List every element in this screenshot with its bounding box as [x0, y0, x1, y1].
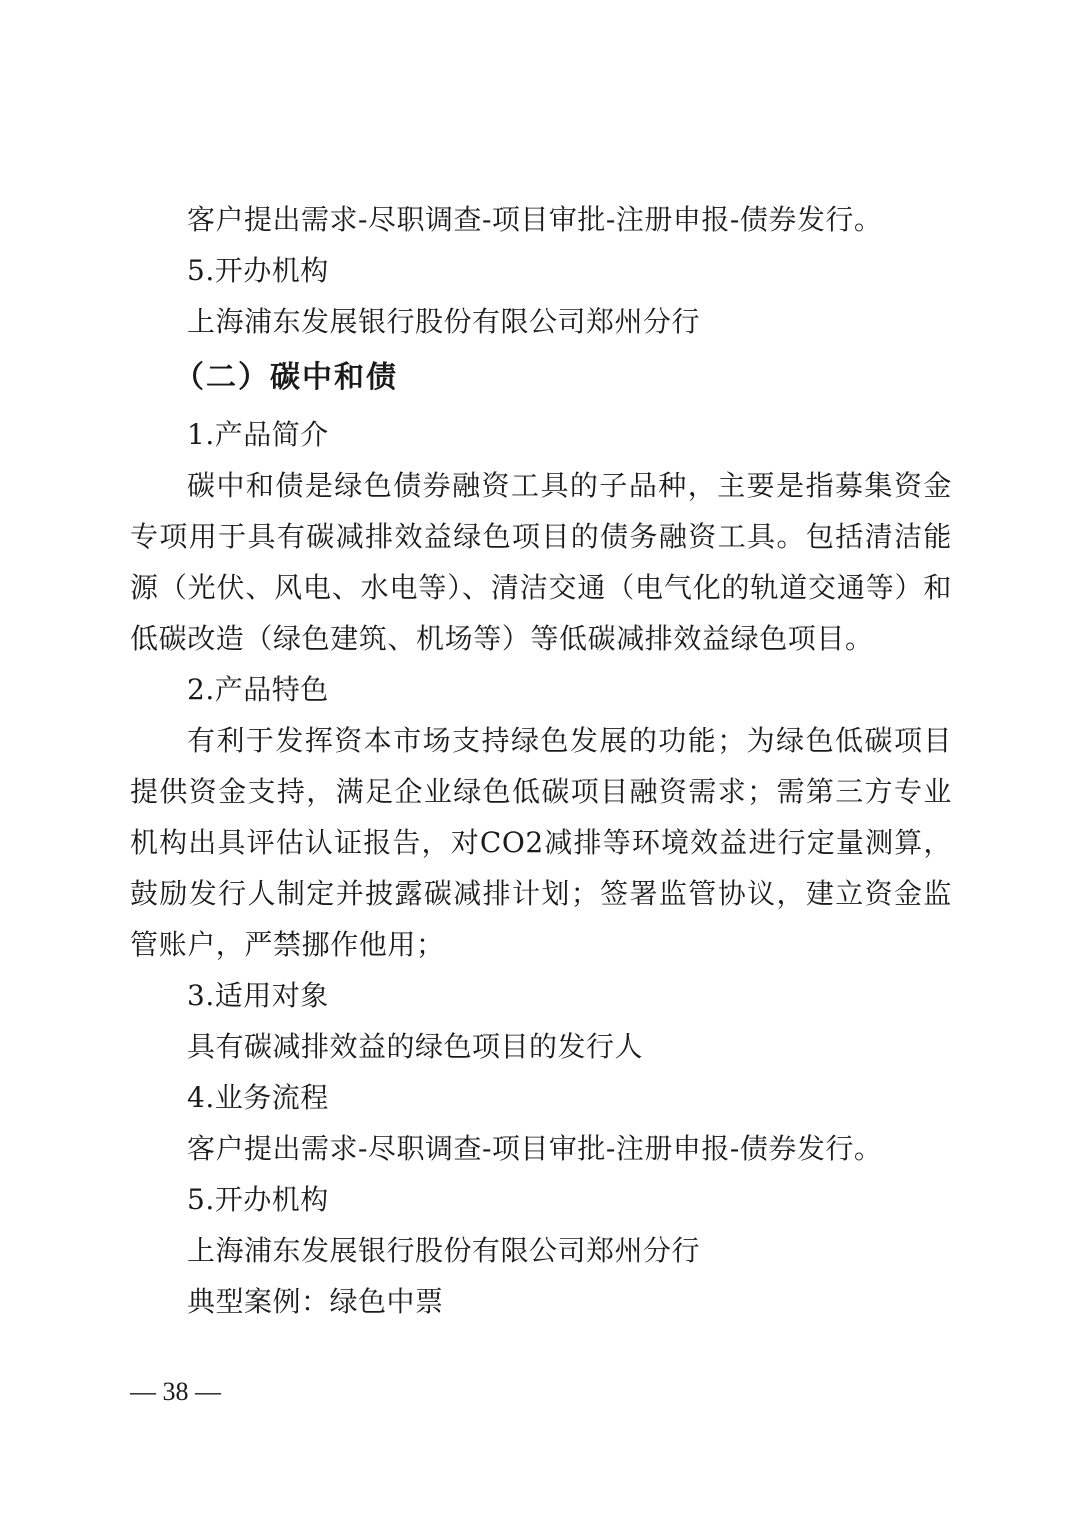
target-text: 具有碳减排效益的绿色项目的发行人 [187, 1030, 644, 1063]
target-heading: 3.适用对象 [187, 979, 329, 1012]
features-heading: 2.产品特色 [187, 673, 329, 706]
process-heading: 4.业务流程 [187, 1081, 329, 1114]
page-number: — 38 — [130, 1377, 221, 1406]
process-text: 客户提出需求-尽职调查-项目审批-注册申报-债券发行。 [187, 203, 883, 236]
process-text: 客户提出需求-尽职调查-项目审批-注册申报-债券发行。 [187, 1132, 883, 1165]
institution-heading: 5.开办机构 [187, 1183, 329, 1216]
page-content [130, 194, 952, 1327]
section-heading: （二）碳中和债 [174, 360, 398, 395]
case-text: 典型案例：绿色中票 [187, 1285, 444, 1318]
intro-paragraph: 碳中和债是绿色债券融资工具的子品种，主要是指募集资金专项用于具有碳减排效益绿色项目的债务融资工具。包括清洁能源（光伏、风电、水电等）、清洁交通（电气化的轨道交通等）和低碳改造（绿色建筑、机场等）等低碳减排效益绿色项目。 [130, 469, 952, 655]
institution-text: 上海浦东发展银行股份有限公司郑州分行 [187, 305, 701, 338]
institution-heading: 5.开办机构 [187, 254, 329, 287]
institution-text: 上海浦东发展银行股份有限公司郑州分行 [187, 1234, 701, 1267]
intro-heading: 1.产品简介 [187, 418, 329, 451]
features-paragraph: 有利于发挥资本市场支持绿色发展的功能；为绿色低碳项目提供资金支持，满足企业绿色低碳项目融资需求；需第三方专业机构出具评估认证报告，对CO2减排等环境效益进行定量测算，鼓励发行人制定并披露碳减排计划；签署监管协议，建立资金监管账户，严禁挪作他用； [130, 724, 952, 961]
